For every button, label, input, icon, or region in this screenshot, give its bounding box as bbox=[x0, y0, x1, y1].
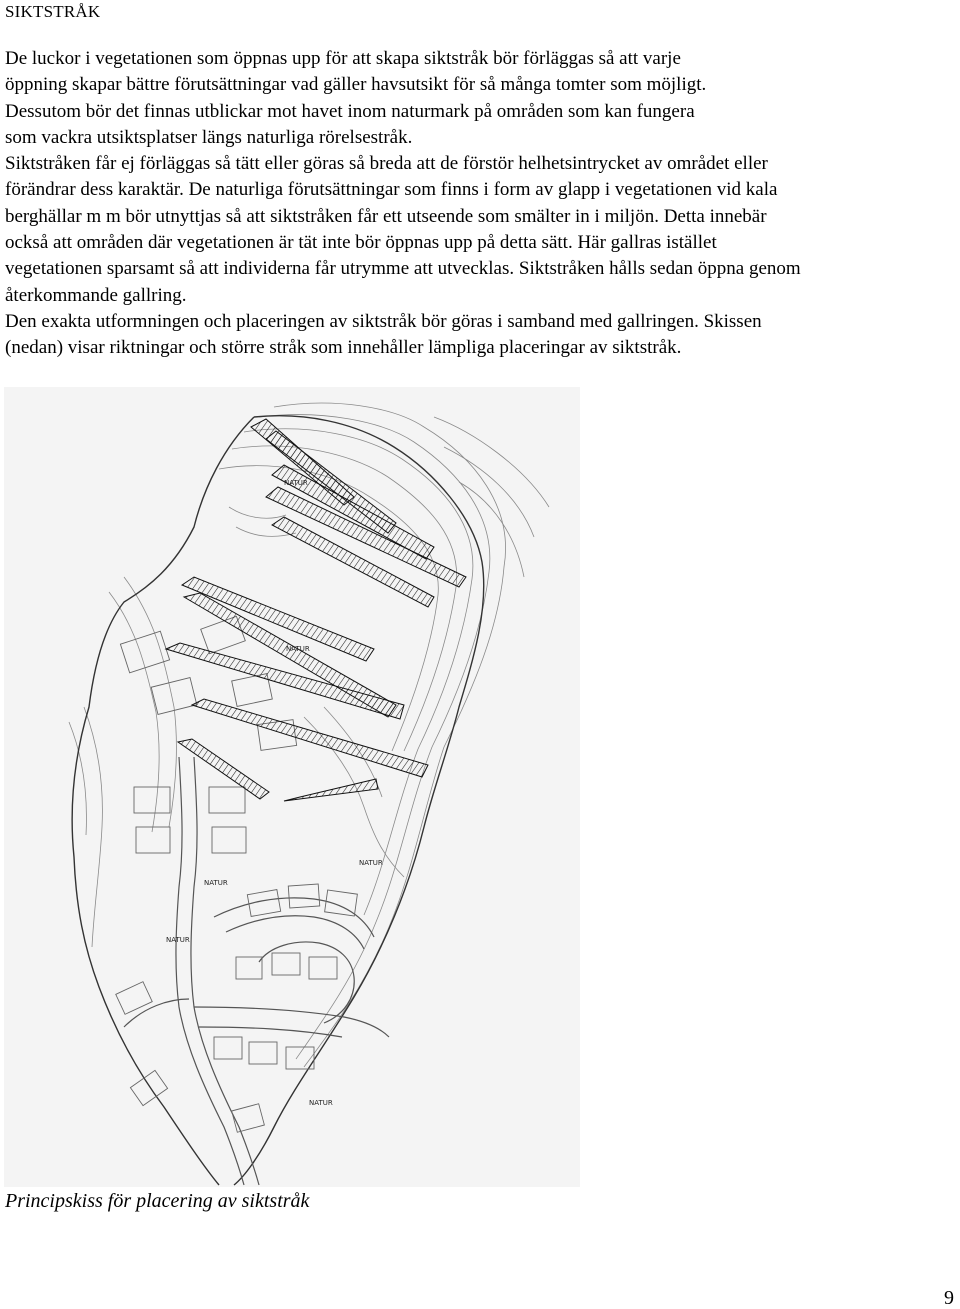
body-paragraph bbox=[5, 46, 957, 362]
paragraph-line: också att områden där vegetationen är tät inte bör öppnas upp på detta sätt. Här gallras istället bbox=[5, 232, 717, 254]
area-label-natur: NATUR bbox=[166, 936, 190, 944]
paragraph-line: (nedan) visar riktningar och större stråk som innehåller lämpliga placeringar av siktstråk. bbox=[5, 337, 682, 359]
road-network bbox=[124, 757, 389, 1185]
sightline-strips bbox=[166, 419, 466, 801]
sightline-strip bbox=[284, 779, 378, 801]
paragraph-line: Siktstråken får ej förläggas så tätt eller göras så breda att de förstör helhetsintrycket av området eller bbox=[5, 153, 768, 175]
sketch-map-drawing bbox=[4, 387, 580, 1187]
section-heading: SIKTSTRÅK bbox=[5, 2, 101, 21]
area-label-natur: NATUR bbox=[286, 645, 310, 653]
area-label-natur: NATUR bbox=[204, 879, 228, 887]
page-number: 9 bbox=[944, 1287, 954, 1309]
paragraph-line: berghällar m m bör utnyttjas så att siktstråken får ett utseende som smälter in i miljön. Detta innebär bbox=[5, 205, 767, 227]
figure-caption: Principskiss för placering av siktstråk bbox=[5, 1190, 310, 1212]
paragraph-line: vegetationen sparsamt så att individerna får utrymme att utvecklas. Siktstråken hålls sedan öppna genom bbox=[5, 258, 801, 280]
area-label-natur: NATUR bbox=[309, 1099, 333, 1107]
sightline-sketch-map bbox=[4, 387, 580, 1187]
paragraph-line: öppning skapar bättre förutsättningar vad gäller havsutsikt för så många tomter som möjligt. bbox=[5, 74, 707, 96]
area-label-natur: NATUR bbox=[359, 859, 383, 867]
sightline-strip bbox=[178, 739, 269, 799]
paragraph-line: De luckor i vegetationen som öppnas upp för att skapa siktstråk bör förläggas så att varje bbox=[5, 48, 681, 69]
paragraph-line: Dessutom bör det finnas utblickar mot havet inom naturmark på områden som kan fungera bbox=[5, 100, 695, 122]
area-label-natur: NATUR bbox=[284, 479, 308, 487]
paragraph-line: återkommande gallring. bbox=[5, 284, 187, 306]
paragraph-line: som vackra utsiktsplatser längs naturliga rörelsestråk. bbox=[5, 126, 413, 148]
paragraph-line: förändrar dess karaktär. De naturliga förutsättningar som finns i form av glapp i vegetationen vid kala bbox=[5, 179, 778, 201]
paragraph-line: Den exakta utformningen och placeringen av siktstråk bör göras i samband med gallringen. Skissen bbox=[5, 310, 762, 332]
